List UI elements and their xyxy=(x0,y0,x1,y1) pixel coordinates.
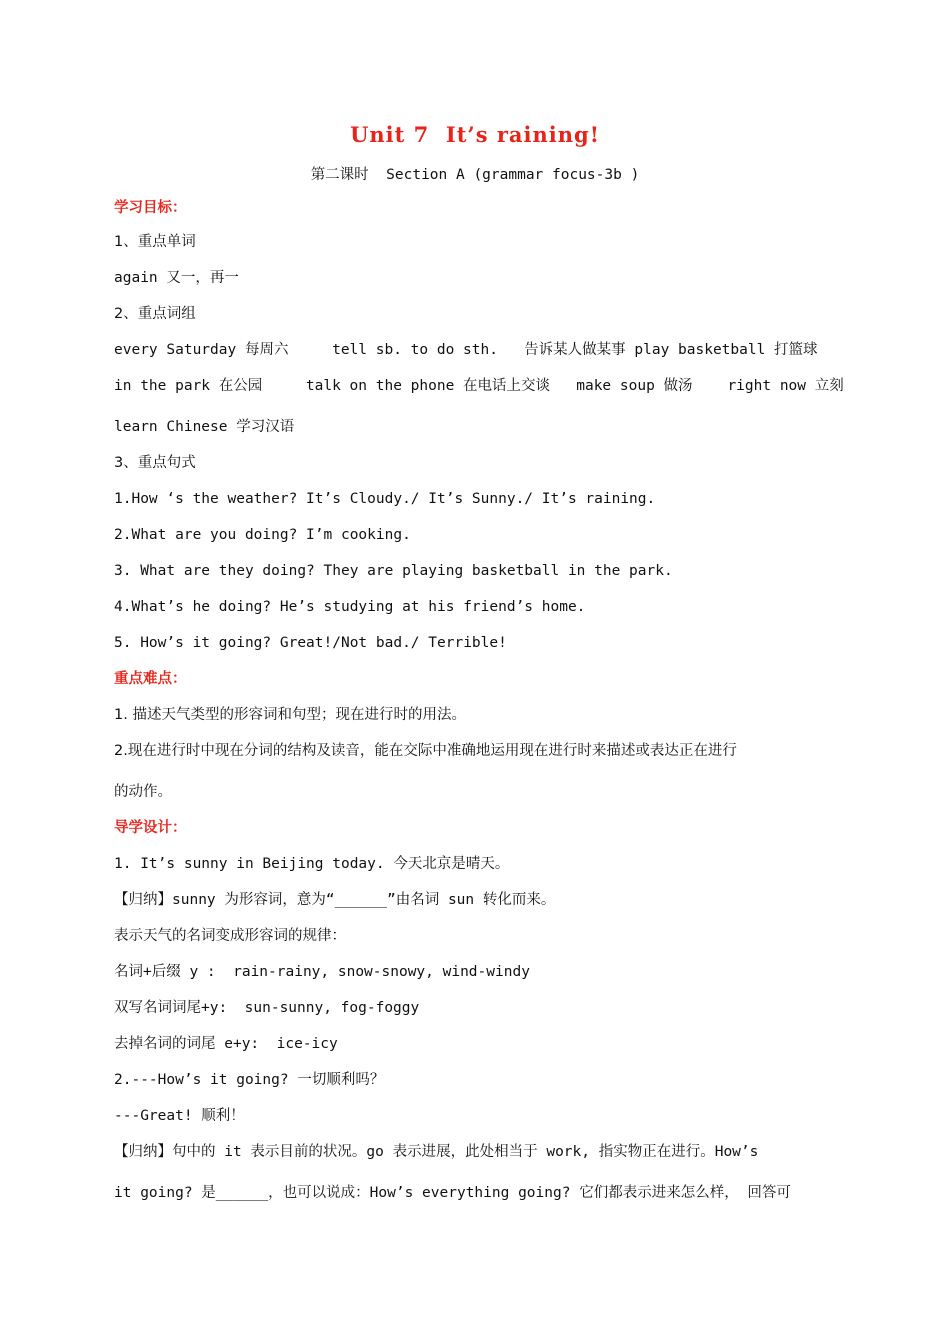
text-line: 1. 描述天气类型的形容词和句型；现在进行时的用法。 xyxy=(114,707,466,723)
page-title: Unit 7 It’s raining! xyxy=(350,122,600,147)
text-line: 表示天气的名词变成形容词的规律： xyxy=(114,928,346,944)
text-line: 3. What are they doing? They are playing basketball in the park. xyxy=(114,563,673,579)
text-line: 1.How ‘s the weather? It’s Cloudy./ It’s Sunny./ It’s raining. xyxy=(114,491,656,507)
objectives-heading: 学习目标： xyxy=(114,200,187,216)
text-line: 的动作。 xyxy=(114,784,172,800)
text-line: 1. It’s sunny in Beijing today. 今天北京是晴天。 xyxy=(114,856,510,872)
text-line: 双写名词词尾+y: sun-sunny, fog-foggy xyxy=(114,1000,420,1016)
key-difficulty-heading: 重点难点： xyxy=(114,671,187,687)
text-line: 去掉名词的词尾 e+y: ice-icy xyxy=(114,1036,338,1052)
text-line: in the park 在公园 talk on the phone 在电话上交谈 make soup 做汤 right now 立刻 xyxy=(114,378,844,394)
text-line: ---Great! 顺利！ xyxy=(114,1108,245,1124)
text-line: 4.What’s he doing? He’s studying at his friend’s home. xyxy=(114,599,586,615)
text-line: 5. How’s it going? Great!/Not bad./ Terrible! xyxy=(114,635,507,651)
text-line: 3、重点句式 xyxy=(114,455,196,471)
page-subtitle: 第二课时 Section A (grammar focus-3b ) xyxy=(310,167,640,183)
text-line: 2.---How’s it going? 一切顺利吗？ xyxy=(114,1072,385,1088)
text-line: 【归纳】sunny 为形容词，意为“______”由名词 sun 转化而来。 xyxy=(114,892,556,908)
text-line: again 又一，再一 xyxy=(114,270,239,286)
text-line: 2、重点词组 xyxy=(114,306,196,322)
text-line: 1、重点单词 xyxy=(114,234,196,250)
guide-heading: 导学设计： xyxy=(114,820,187,836)
text-line: 2.What are you doing? I’m cooking. xyxy=(114,527,411,543)
text-line: learn Chinese 学习汉语 xyxy=(114,419,295,435)
text-line: 【归纳】句中的 it 表示目前的状况。go 表示进展，此处相当于 work, 指实物正在进行。How’s xyxy=(114,1144,759,1160)
text-line: 2.现在进行时中现在分词的结构及读音，能在交际中准确地运用现在进行时来描述或表达正在进行 xyxy=(114,743,737,759)
text-line: it going? 是______，也可以说成：How’s everything going? 它们都表示进来怎么样， 回答可 xyxy=(114,1185,791,1201)
text-line: 名词+后缀 y : rain-rainy, snow-snowy, wind-windy xyxy=(114,964,530,980)
text-line: every Saturday 每周六 tell sb. to do sth. 告诉某人做某事 play basketball 打篮球 xyxy=(114,342,818,358)
